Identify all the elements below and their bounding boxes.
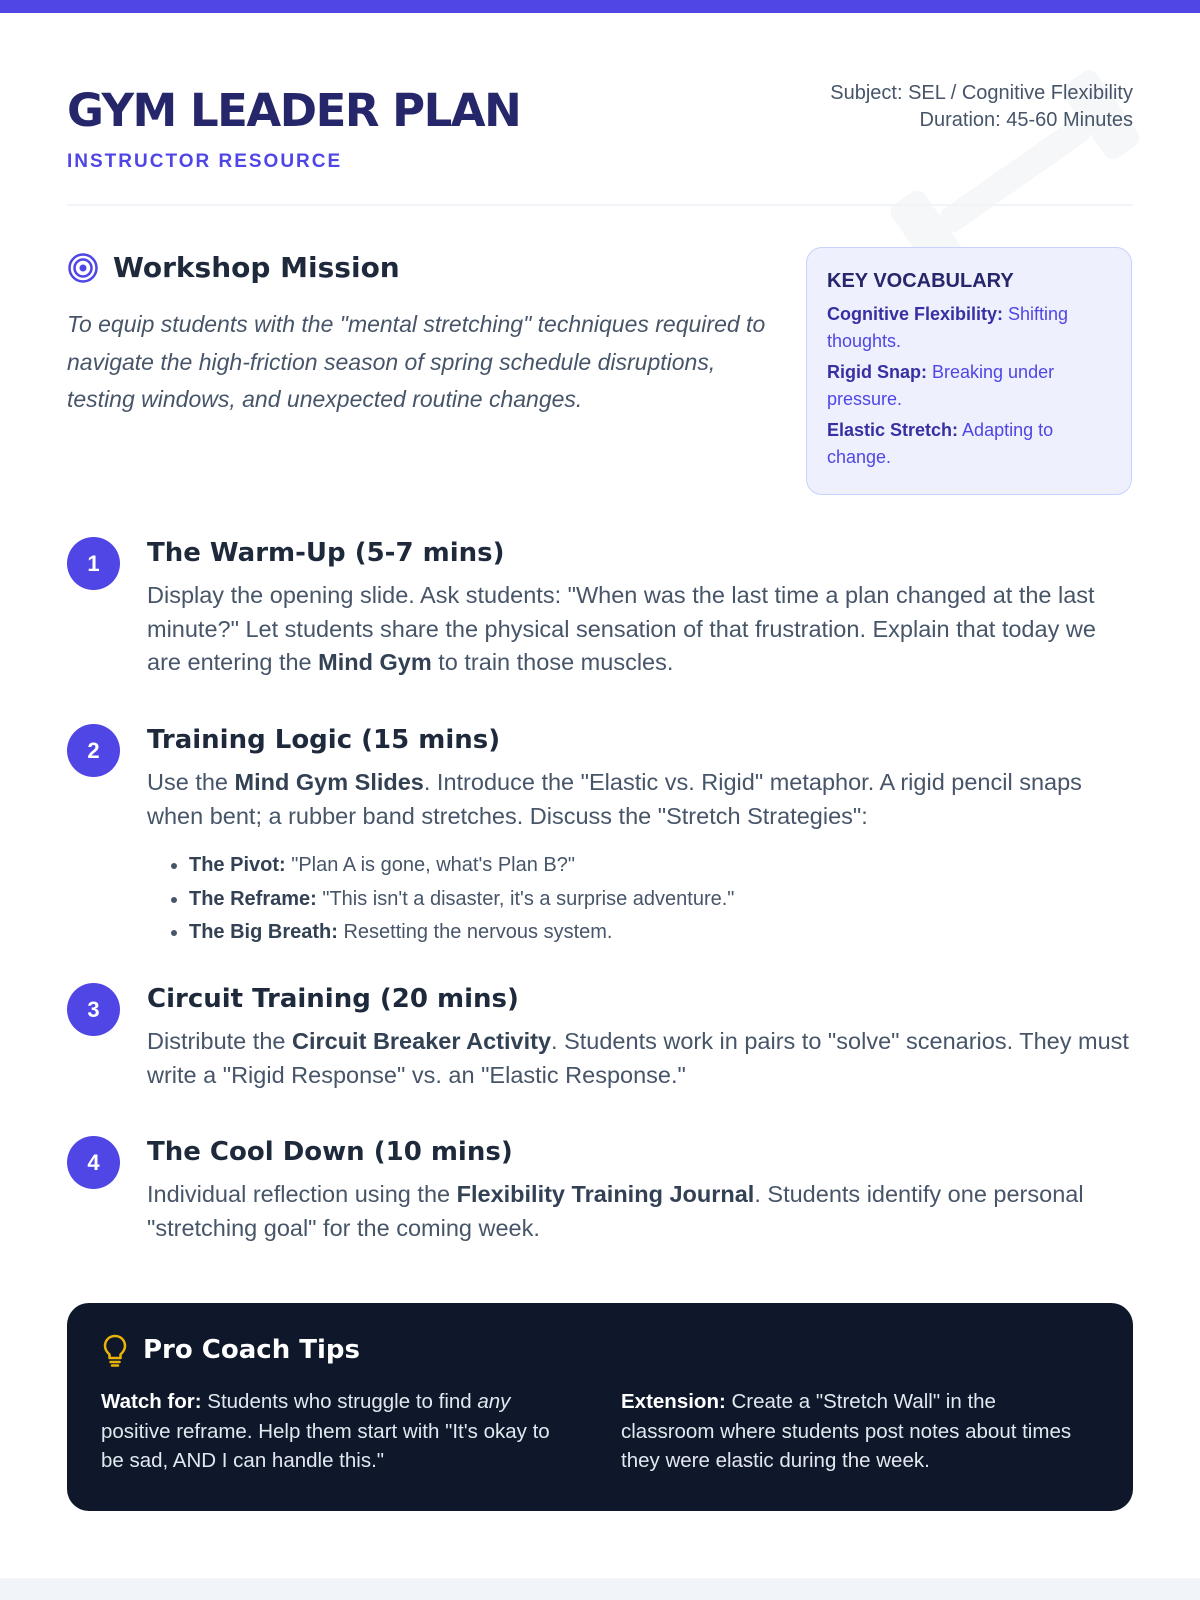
stretch-strategies-list: [147, 849, 1133, 950]
vocabulary-item: [827, 417, 1111, 471]
list-item: • The Pivot: "Plan A is gone, what's Plan B?": [189, 849, 1133, 883]
step-description: Use the Mind Gym Slides. Introduce the "Elastic vs. Rigid" metaphor. A rigid pencil snaps when bent; a rubber band stretches. Discuss the "Stretch Strategies":: [147, 769, 1082, 829]
vocabulary-definition: Breaking under pressure.: [827, 362, 1055, 409]
tips-title: Pro Coach Tips: [143, 1335, 360, 1365]
step-content: [147, 724, 1133, 950]
resource-name: Circuit Breaker Activity: [291, 1028, 552, 1054]
vocabulary-definition: Adapting to change.: [827, 420, 1054, 467]
footer-bar: [0, 1578, 1200, 1600]
lesson-meta: [830, 80, 1133, 134]
resource-name: Mind Gym Slides: [234, 769, 424, 795]
lightbulb-icon: [101, 1333, 129, 1367]
mission-header: [67, 251, 400, 284]
list-item: • The Reframe: "This isn't a disaster, it's a surprise adventure.": [189, 883, 1133, 917]
page-title: GYM LEADER PLAN: [67, 84, 521, 137]
header-divider: [67, 204, 1133, 206]
step-title: The Warm-Up (5-7 mins): [147, 538, 505, 568]
step-number-badge: 1: [67, 537, 120, 590]
vocabulary-term: Rigid Snap:: [827, 362, 927, 382]
step-description: Distribute the Circuit Breaker Activity. Students work in pairs to "solve" scenarios. They must write a "Rigid Response" vs. an "Elastic Response.": [147, 1028, 1129, 1088]
tips-header: [101, 1333, 1099, 1367]
vocabulary-term: Cognitive Flexibility:: [827, 304, 1004, 324]
step-description: Individual reflection using the Flexibility Training Journal. Students identify one personal "stretching goal" for the coming week.: [147, 1181, 1084, 1241]
mission-statement: To equip students with the "mental stretching" techniques required to navigate the high-friction season of spring schedule disruptions, testing windows, and unexpected routine changes.: [67, 311, 766, 412]
key-vocabulary-card: [806, 247, 1132, 495]
target-icon: [67, 252, 99, 284]
step-number-badge: 4: [67, 1136, 120, 1189]
step-title: Circuit Training (20 mins): [147, 984, 519, 1014]
step-number-badge: 2: [67, 724, 120, 777]
mission-title: Workshop Mission: [113, 251, 400, 284]
resource-name: Mind Gym: [318, 649, 432, 675]
step-title: Training Logic (15 mins): [147, 725, 501, 755]
vocabulary-definition: Shifting thoughts.: [827, 304, 1069, 351]
tips-columns: [101, 1387, 1099, 1476]
top-accent-bar: [0, 0, 1200, 13]
resource-name: Flexibility Training Journal: [456, 1181, 755, 1207]
step-number-badge: 3: [67, 983, 120, 1036]
vocabulary-term: Elastic Stretch:: [827, 420, 959, 440]
list-item: • The Big Breath: Resetting the nervous system.: [189, 916, 1133, 950]
step-content: [147, 537, 1133, 680]
extension-tip: Extension: Create a "Stretch Wall" in the classroom where students post notes about times they were elastic during the week.: [621, 1390, 1072, 1472]
step-title: The Cool Down (10 mins): [147, 1137, 513, 1167]
watch-for-tip: Watch for: Students who struggle to find any positive reframe. Help them start with "It's okay to be sad, AND I can handle this.": [101, 1390, 550, 1472]
subject-label: Subject: SEL / Cognitive Flexibility: [830, 82, 1133, 104]
vocabulary-item: [827, 301, 1111, 355]
duration-label: Duration: 45-60 Minutes: [919, 109, 1133, 131]
page-subtitle: INSTRUCTOR RESOURCE: [67, 151, 343, 172]
vocabulary-item: [827, 359, 1111, 413]
step-content: [147, 983, 1133, 1092]
pro-coach-tips-panel: [67, 1303, 1133, 1511]
step-description: Display the opening slide. Ask students: "When was the last time a plan changed at the last minute?" Let students share the physical sensation of that frustration. Explain that today we are entering the Mind Gym to train those muscles.: [147, 582, 1096, 675]
vocabulary-title: KEY VOCABULARY: [827, 270, 1014, 292]
step-content: [147, 1136, 1133, 1245]
